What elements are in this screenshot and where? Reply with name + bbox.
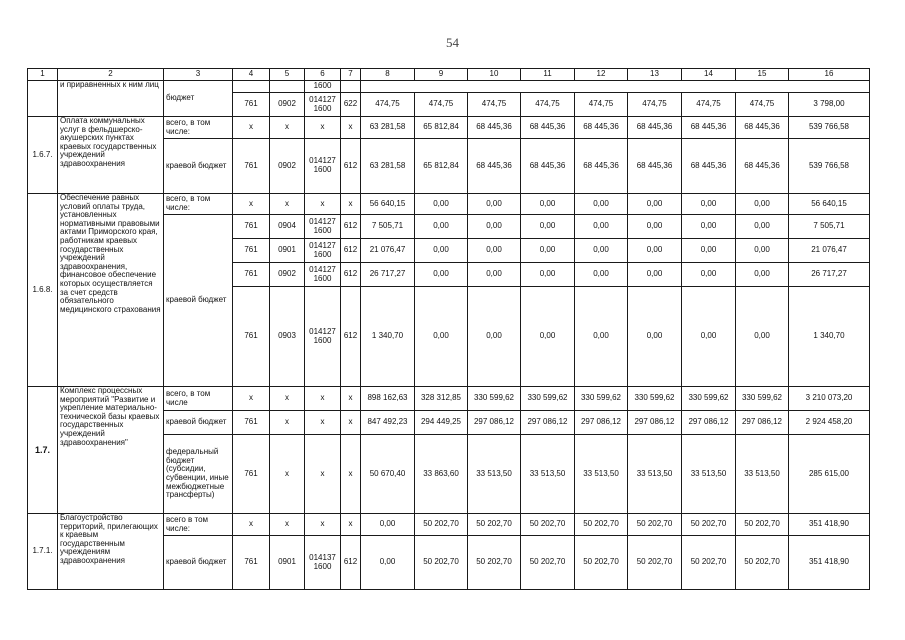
s17-total-col-16: 3 210 073,20 [789, 387, 870, 411]
s171-kraevoy-col-8: 0,00 [361, 536, 415, 590]
s167-index: 1.6.7. [28, 117, 58, 194]
s17-kraevoy-col-16: 2 924 458,20 [789, 411, 870, 435]
s168-0902-col-8: 26 717,27 [361, 263, 415, 287]
s17-kraevoy-col-12: 297 086,12 [575, 411, 628, 435]
s168-0901-col-4: 761 [233, 239, 270, 263]
s168-0904-col-4: 761 [233, 215, 270, 239]
carryover-col-6-top: 1600 [305, 81, 341, 93]
s168-0903-col-5: 0903 [270, 287, 305, 387]
s167-kraevoy-col-16: 539 766,58 [789, 139, 870, 194]
s168-0902-col-7: 612 [341, 263, 361, 287]
s17-total-col-10: 330 599,62 [468, 387, 521, 411]
s167-total-col-8: 63 281,58 [361, 117, 415, 139]
s168-0902-col-16: 26 717,27 [789, 263, 870, 287]
s168-0902-col-4: 761 [233, 263, 270, 287]
s171-kraevoy-col-14: 50 202,70 [682, 536, 736, 590]
s17-kraevoy-col-4: 761 [233, 411, 270, 435]
s167-source: краевой бюджет [164, 139, 233, 194]
s17-federal-col-9: 33 863,60 [415, 435, 468, 514]
s168-total-col-16: 56 640,15 [789, 194, 870, 215]
carryover-col-4-top [233, 81, 270, 93]
s171-total-col-14: 50 202,70 [682, 514, 736, 536]
carryover-col-9: 474,75 [415, 93, 468, 117]
s167-kraevoy-col-6: 014127 1600 [305, 139, 341, 194]
s168-total-col-4: x [233, 194, 270, 215]
s167-total-col-9: 65 812,84 [415, 117, 468, 139]
s17-total-label: всего, в том числе [164, 387, 233, 411]
header-col-9: 9 [415, 69, 468, 81]
s168-0902-col-6: 014127 1600 [305, 263, 341, 287]
s168-0903-col-7: 612 [341, 287, 361, 387]
s17-total-col-15: 330 599,62 [736, 387, 789, 411]
s17-federal-col-6: x [305, 435, 341, 514]
s168-0904-col-7: 612 [341, 215, 361, 239]
s168-0903-col-13: 0,00 [628, 287, 682, 387]
header-row [28, 69, 870, 81]
s168-0904-col-5: 0904 [270, 215, 305, 239]
carryover-col-4: 761 [233, 93, 270, 117]
s168-total-col-8: 56 640,15 [361, 194, 415, 215]
s168-0903-col-4: 761 [233, 287, 270, 387]
s17-total-row [28, 387, 870, 411]
carryover-source: бюджет [164, 81, 233, 117]
header-col-8: 8 [361, 69, 415, 81]
s17-description: Комплекс процессных мероприятий "Развитие и укрепление материально-технической базы краевых государственных учреждений здравоохранения" [58, 387, 164, 514]
header-col-16: 16 [789, 69, 870, 81]
s167-total-col-7: x [341, 117, 361, 139]
s167-kraevoy-col-12: 68 445,36 [575, 139, 628, 194]
s167-kraevoy-col-8: 63 281,58 [361, 139, 415, 194]
s168-0901-col-14: 0,00 [682, 239, 736, 263]
carryover-col-5-top [270, 81, 305, 93]
s17-federal-source: федеральный бюджет (субсидии, субвенции, иные межбюджетные трансферты) [164, 435, 233, 514]
s167-total-col-14: 68 445,36 [682, 117, 736, 139]
s168-0903-col-10: 0,00 [468, 287, 521, 387]
s168-0901-col-7: 612 [341, 239, 361, 263]
s171-kraevoy-col-11: 50 202,70 [521, 536, 575, 590]
s17-total-col-6: x [305, 387, 341, 411]
s168-0904-col-11: 0,00 [521, 215, 575, 239]
carryover-col-12: 474,75 [575, 93, 628, 117]
s167-total-col-6: x [305, 117, 341, 139]
s171-total-col-6: x [305, 514, 341, 536]
s171-total-col-10: 50 202,70 [468, 514, 521, 536]
s17-federal-col-13: 33 513,50 [628, 435, 682, 514]
s168-0901-col-16: 21 076,47 [789, 239, 870, 263]
carryover-col-5: 0902 [270, 93, 305, 117]
s168-0904-col-16: 7 505,71 [789, 215, 870, 239]
header-col-5: 5 [270, 69, 305, 81]
s17-kraevoy-source: краевой бюджет [164, 411, 233, 435]
s168-0904-col-9: 0,00 [415, 215, 468, 239]
s171-total-col-12: 50 202,70 [575, 514, 628, 536]
s17-kraevoy-col-13: 297 086,12 [628, 411, 682, 435]
budget-table [27, 68, 870, 590]
s167-total-row [28, 117, 870, 139]
s171-total-col-16: 351 418,90 [789, 514, 870, 536]
s17-federal-col-12: 33 513,50 [575, 435, 628, 514]
s168-index: 1.6.8. [28, 194, 58, 387]
s171-total-col-13: 50 202,70 [628, 514, 682, 536]
s168-0902-col-14: 0,00 [682, 263, 736, 287]
s17-kraevoy-col-8: 847 492,23 [361, 411, 415, 435]
s168-0902-col-9: 0,00 [415, 263, 468, 287]
s171-total-row [28, 514, 870, 536]
s168-total-col-11: 0,00 [521, 194, 575, 215]
s168-total-row [28, 194, 870, 215]
s167-description: Оплата коммунальных услуг в фельдшерско-акушерских пунктах краевых государственных учреждений здравоохранения [58, 117, 164, 194]
s171-total-col-9: 50 202,70 [415, 514, 468, 536]
s17-federal-col-7: x [341, 435, 361, 514]
s168-0903-col-8: 1 340,70 [361, 287, 415, 387]
s167-total-col-10: 68 445,36 [468, 117, 521, 139]
carryover-col-15: 474,75 [736, 93, 789, 117]
s171-kraevoy-col-9: 50 202,70 [415, 536, 468, 590]
s17-total-col-13: 330 599,62 [628, 387, 682, 411]
header-col-7: 7 [341, 69, 361, 81]
s167-total-col-13: 68 445,36 [628, 117, 682, 139]
s167-kraevoy-col-9: 65 812,84 [415, 139, 468, 194]
s171-total-label: всего в том числе: [164, 514, 233, 536]
carryover-description: и приравненных к ним лиц [58, 81, 164, 117]
s168-total-col-15: 0,00 [736, 194, 789, 215]
carryover-col-11: 474,75 [521, 93, 575, 117]
s17-kraevoy-col-7: x [341, 411, 361, 435]
s171-total-col-8: 0,00 [361, 514, 415, 536]
s168-0902-col-10: 0,00 [468, 263, 521, 287]
s17-total-col-14: 330 599,62 [682, 387, 736, 411]
s171-index: 1.7.1. [28, 514, 58, 590]
s17-kraevoy-col-9: 294 449,25 [415, 411, 468, 435]
s168-0904-col-14: 0,00 [682, 215, 736, 239]
carryover-col-8: 474,75 [361, 93, 415, 117]
page-number: 54 [446, 35, 459, 50]
s171-total-col-4: x [233, 514, 270, 536]
s168-total-col-7: x [341, 194, 361, 215]
s168-description: Обеспечение равных условий оплаты труда, установленных нормативными правовыми актами Приморского края, работникам краевых государственных учреждений здравоохранения, финансовое обеспечение которых осуществляется за счет средств обязательного медицинского страхования [58, 194, 164, 387]
s168-0904-col-6: 014127 1600 [305, 215, 341, 239]
s168-0903-col-6: 014127 1600 [305, 287, 341, 387]
s167-kraevoy-col-4: 761 [233, 139, 270, 194]
header-col-6: 6 [305, 69, 341, 81]
header-col-13: 13 [628, 69, 682, 81]
s167-total-col-4: x [233, 117, 270, 139]
s168-0903-col-16: 1 340,70 [789, 287, 870, 387]
s168-0902-col-12: 0,00 [575, 263, 628, 287]
s168-0902-col-5: 0902 [270, 263, 305, 287]
header-col-3: 3 [164, 69, 233, 81]
s168-total-col-14: 0,00 [682, 194, 736, 215]
header-col-1: 1 [28, 69, 58, 81]
carryover-index [28, 81, 58, 117]
s167-kraevoy-col-15: 68 445,36 [736, 139, 789, 194]
s168-source: краевой бюджет [164, 215, 233, 387]
s17-total-col-9: 328 312,85 [415, 387, 468, 411]
s168-0902-col-13: 0,00 [628, 263, 682, 287]
s168-0904-col-10: 0,00 [468, 215, 521, 239]
s168-0902-col-15: 0,00 [736, 263, 789, 287]
s168-total-col-9: 0,00 [415, 194, 468, 215]
s171-total-col-5: x [270, 514, 305, 536]
s168-0901-col-10: 0,00 [468, 239, 521, 263]
s167-kraevoy-col-14: 68 445,36 [682, 139, 736, 194]
s171-kraevoy-col-4: 761 [233, 536, 270, 590]
s17-federal-col-4: 761 [233, 435, 270, 514]
s168-0903-col-15: 0,00 [736, 287, 789, 387]
carryover-col-13: 474,75 [628, 93, 682, 117]
s171-kraevoy-col-16: 351 418,90 [789, 536, 870, 590]
s168-0901-col-8: 21 076,47 [361, 239, 415, 263]
s167-total-col-5: x [270, 117, 305, 139]
s167-total-col-16: 539 766,58 [789, 117, 870, 139]
s17-index: 1.7. [28, 387, 58, 514]
s168-total-col-5: x [270, 194, 305, 215]
s167-kraevoy-col-13: 68 445,36 [628, 139, 682, 194]
carryover-col-10: 474,75 [468, 93, 521, 117]
header-col-11: 11 [521, 69, 575, 81]
s168-0902-col-11: 0,00 [521, 263, 575, 287]
carryover-values-top [361, 81, 870, 93]
s167-total-col-15: 68 445,36 [736, 117, 789, 139]
header-col-4: 4 [233, 69, 270, 81]
s171-source: краевой бюджет [164, 536, 233, 590]
s171-kraevoy-col-12: 50 202,70 [575, 536, 628, 590]
s167-total-col-11: 68 445,36 [521, 117, 575, 139]
s17-federal-col-5: x [270, 435, 305, 514]
s168-0901-col-12: 0,00 [575, 239, 628, 263]
s17-kraevoy-col-11: 297 086,12 [521, 411, 575, 435]
s168-total-label: всего, в том числе: [164, 194, 233, 215]
s17-federal-col-11: 33 513,50 [521, 435, 575, 514]
s17-federal-col-16: 285 615,00 [789, 435, 870, 514]
s171-total-col-7: x [341, 514, 361, 536]
header-col-2: 2 [58, 69, 164, 81]
s171-description: Благоустройство территорий, прилегающих к краевым государственным учреждениям здравоохранения [58, 514, 164, 590]
s168-0901-col-15: 0,00 [736, 239, 789, 263]
s168-0903-col-11: 0,00 [521, 287, 575, 387]
s168-0904-col-13: 0,00 [628, 215, 682, 239]
s17-kraevoy-col-14: 297 086,12 [682, 411, 736, 435]
s17-kraevoy-col-5: x [270, 411, 305, 435]
carryover-col-14: 474,75 [682, 93, 736, 117]
s17-kraevoy-col-6: x [305, 411, 341, 435]
carryover-row-top [28, 81, 870, 93]
s168-0903-col-14: 0,00 [682, 287, 736, 387]
carryover-col-7: 622 [341, 93, 361, 117]
s17-federal-col-8: 50 670,40 [361, 435, 415, 514]
s171-kraevoy-col-6: 014137 1600 [305, 536, 341, 590]
s168-0901-col-6: 014127 1600 [305, 239, 341, 263]
s168-total-col-13: 0,00 [628, 194, 682, 215]
s171-kraevoy-col-7: 612 [341, 536, 361, 590]
s17-total-col-5: x [270, 387, 305, 411]
s171-total-col-15: 50 202,70 [736, 514, 789, 536]
carryover-col-6: 014127 1600 [305, 93, 341, 117]
s168-0904-col-12: 0,00 [575, 215, 628, 239]
s17-total-col-4: x [233, 387, 270, 411]
carryover-col-7-top [341, 81, 361, 93]
s167-total-col-12: 68 445,36 [575, 117, 628, 139]
header-col-15: 15 [736, 69, 789, 81]
s171-kraevoy-col-5: 0901 [270, 536, 305, 590]
s168-0901-col-13: 0,00 [628, 239, 682, 263]
s17-total-col-8: 898 162,63 [361, 387, 415, 411]
s17-total-col-7: x [341, 387, 361, 411]
s168-0904-col-8: 7 505,71 [361, 215, 415, 239]
s171-total-col-11: 50 202,70 [521, 514, 575, 536]
s17-kraevoy-col-10: 297 086,12 [468, 411, 521, 435]
s171-kraevoy-col-15: 50 202,70 [736, 536, 789, 590]
s167-kraevoy-col-5: 0902 [270, 139, 305, 194]
s167-kraevoy-col-11: 68 445,36 [521, 139, 575, 194]
s168-0901-col-11: 0,00 [521, 239, 575, 263]
s17-total-col-11: 330 599,62 [521, 387, 575, 411]
header-col-10: 10 [468, 69, 521, 81]
s167-total-label: всего, в том числе: [164, 117, 233, 139]
s167-kraevoy-col-10: 68 445,36 [468, 139, 521, 194]
s168-total-col-6: x [305, 194, 341, 215]
s17-federal-col-10: 33 513,50 [468, 435, 521, 514]
s171-kraevoy-col-13: 50 202,70 [628, 536, 682, 590]
s168-0901-col-9: 0,00 [415, 239, 468, 263]
s168-0903-col-12: 0,00 [575, 287, 628, 387]
s17-federal-col-15: 33 513,50 [736, 435, 789, 514]
header-col-14: 14 [682, 69, 736, 81]
s167-kraevoy-col-7: 612 [341, 139, 361, 194]
s168-0903-col-9: 0,00 [415, 287, 468, 387]
s17-federal-col-14: 33 513,50 [682, 435, 736, 514]
s171-kraevoy-col-10: 50 202,70 [468, 536, 521, 590]
s168-0904-col-15: 0,00 [736, 215, 789, 239]
s168-0901-col-5: 0901 [270, 239, 305, 263]
carryover-col-16: 3 798,00 [789, 93, 870, 117]
s17-total-col-12: 330 599,62 [575, 387, 628, 411]
s17-kraevoy-col-15: 297 086,12 [736, 411, 789, 435]
s168-total-col-10: 0,00 [468, 194, 521, 215]
header-col-12: 12 [575, 69, 628, 81]
s168-total-col-12: 0,00 [575, 194, 628, 215]
